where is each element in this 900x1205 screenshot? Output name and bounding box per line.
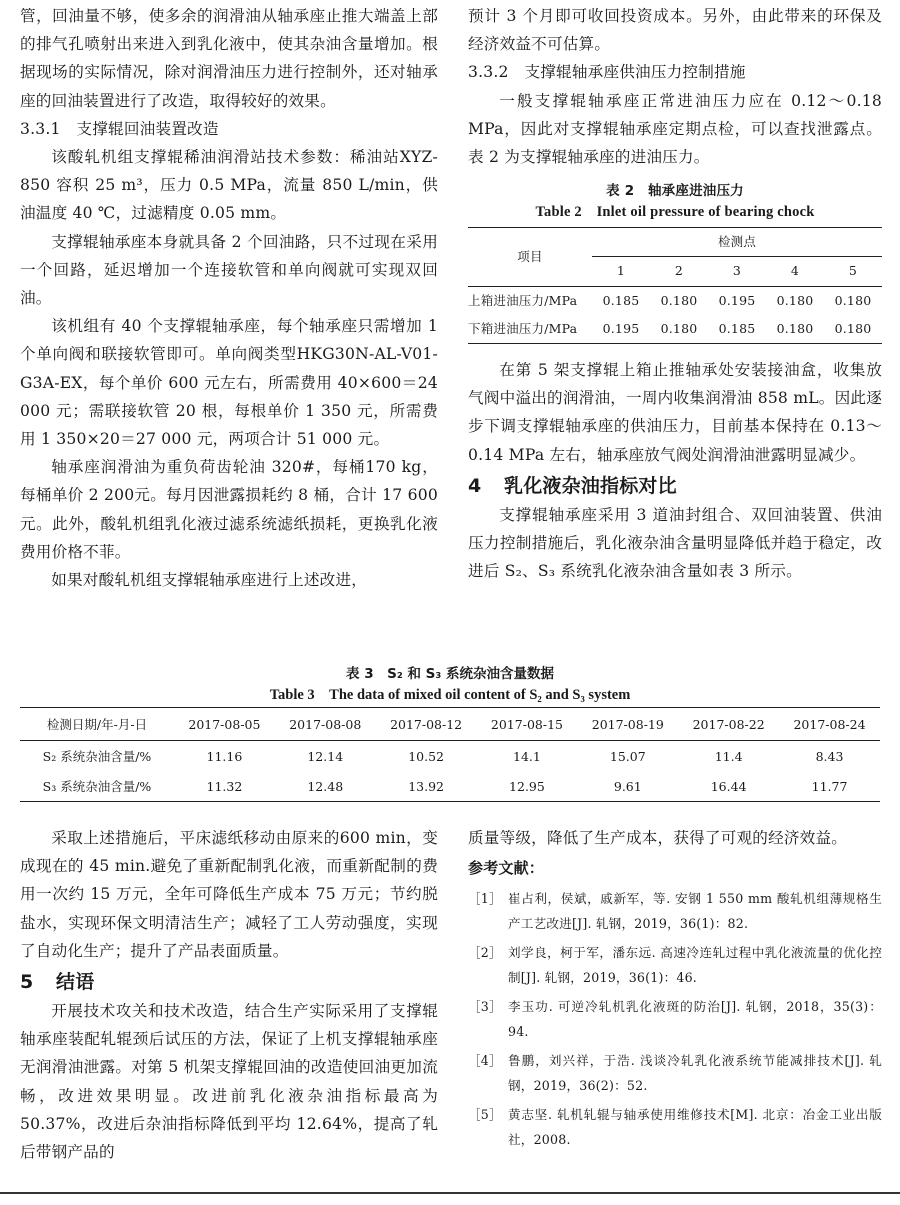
table-2-item-header: 项目 — [468, 228, 592, 286]
table-cell: 11.77 — [779, 771, 880, 802]
reference-number: ［5］ — [468, 1107, 502, 1123]
reference-text: 黄志坚. 轧机轧辊与轴承使用维修技术[M]. 北京：冶金工业出版社，2008. — [508, 1107, 882, 1148]
left-column-top — [20, 2, 438, 594]
paragraph: 如果对酸轧机组支撑辊轴承座进行上述改进， — [51, 571, 368, 590]
table-2-point-header: 4 — [766, 257, 824, 286]
table-cell: 0.180 — [776, 292, 814, 308]
section-number: 5 — [20, 971, 34, 994]
table-2-point-header: 3 — [708, 257, 766, 286]
table-row — [20, 741, 880, 772]
references-list — [468, 886, 882, 1152]
table-3-date-header: 2017-08-19 — [577, 708, 678, 741]
table-cell: 10.52 — [408, 748, 444, 764]
paragraph: 支撑辊轴承座本身就具备 2 个回油路，只不过现在采用一个回路，延迟增加一个连接软管和单向阀就可实现双回油。 — [20, 232, 438, 308]
table-cell: 0.195 — [718, 292, 756, 308]
table-cell: 0.180 — [834, 292, 872, 308]
paragraph: 质量等级，降低了生产成本，获得了可观的经济效益。 — [468, 829, 848, 847]
right-column-top — [468, 2, 882, 585]
paragraph: 开展技术攻关和技术改造，结合生产实际采用了支撑辊轴承座装配轧辊颈后试压的方法，保证了上机支撑辊轴承座无润滑油泄露。对第 5 机架支撑辊回油的改造使回油更加流畅，改进效果明显。改进前乳化液杂油指标最高为 50.37%，改进后杂油指标降低到平均 12.64%，提高了轧后带钢产品的 — [20, 1002, 438, 1162]
table-row — [468, 286, 882, 315]
table-cell: 0.180 — [660, 292, 698, 308]
paragraph: 预计 3 个月即可收回投资成本。另外，由此带来的环保及经济效益不可估算。 — [468, 7, 882, 54]
left-column-bottom — [20, 824, 438, 1166]
table-cell: 12.95 — [477, 771, 578, 802]
table-row — [468, 315, 882, 344]
table-2-group-header: 检测点 — [592, 228, 882, 257]
paragraph: 在第 5 架支撑辊上箱止推轴承处安装接油盒，收集放气阀中溢出的润滑油，一周内收集润滑油 858 mL。因此逐步下调支撑辊轴承座的供油压力，目前基本保持在 0.13～0.14 MPa 左右，轴承座放气阀处润滑油泄露明显减少。 — [468, 361, 882, 464]
section-heading-4 — [468, 471, 882, 501]
section-heading-5 — [20, 967, 438, 997]
table-3-caption-cn: 表 3 S₂ 和 S₃ 系统杂油含量数据 — [346, 666, 554, 682]
table-cell: 0.185 — [602, 292, 640, 308]
table-cell: 15.07 — [609, 748, 646, 764]
table-cell: 11.32 — [174, 771, 275, 802]
paragraph: 轴承座润滑油为重负荷齿轮油 320#，每桶170 kg，每桶单价 2 200元。每月因泄露损耗约 8 桶，合计 17 600 元。此外，酸轧机组乳化液过滤系统滤纸损耗，更换乳化液费用价格不菲。 — [20, 458, 438, 561]
right-column-bottom — [468, 824, 882, 1156]
table-row — [20, 771, 880, 802]
table-cell: 8.43 — [815, 748, 844, 764]
table-3-date-header: 2017-08-08 — [275, 708, 376, 741]
reference-item — [468, 1102, 882, 1152]
reference-text: 鲁鹏，刘兴祥，于浩. 浅谈冷轧乳化液系统节能减排技术[J]. 轧钢，2019，36(2)：52. — [508, 1053, 882, 1094]
table-cell: 0.180 — [650, 315, 708, 344]
table-2-block — [468, 181, 882, 344]
reference-item — [468, 940, 882, 990]
table-2 — [468, 227, 882, 344]
paragraph: 一般支撑辊轴承座正常进油压力应在 0.12～0.18 MPa，因此对支撑辊轴承座定期点检，可以查找泄露点。表 2 为支撑辊轴承座的进油压力。 — [468, 91, 882, 167]
table-2-row-label: 上箱进油压力/MPa — [468, 292, 578, 308]
table-2-caption-cn: 表 2 轴承座进油压力 — [606, 183, 744, 200]
table-cell: 16.44 — [678, 771, 779, 802]
section-number: 4 — [468, 474, 482, 497]
reference-item — [468, 994, 882, 1044]
table-cell: 0.180 — [766, 315, 824, 344]
section-title: 结语 — [56, 971, 95, 994]
table-cell: 0.180 — [824, 315, 882, 344]
table-3-date-header: 2017-08-24 — [779, 708, 880, 741]
table-2-row-label: 下箱进油压力/MPa — [468, 315, 592, 344]
bottom-rule — [0, 1192, 900, 1194]
reference-item — [468, 1048, 882, 1098]
table-cell: 11.4 — [714, 748, 743, 764]
table-cell: 11.16 — [206, 748, 243, 764]
table-cell: 0.185 — [708, 315, 766, 344]
paragraph: 支撑辊轴承座采用 3 道油封组合、双回油装置、供油压力控制措施后，乳化液杂油含量明显降低并趋于稳定，改进后 S₂、S₃ 系统乳化液杂油含量如表 3 所示。 — [468, 505, 882, 581]
table-3-date-header: 2017-08-12 — [376, 708, 477, 741]
table-cell: 12.14 — [307, 748, 344, 764]
table-3-date-header: 2017-08-15 — [477, 708, 578, 741]
reference-number: ［1］ — [468, 891, 502, 907]
reference-text: 刘学良，柯于军，潘东远. 高速冷连轧过程中乳化液流量的优化控制[J]. 轧钢，2019，36(1)：46. — [508, 945, 882, 986]
reference-number: ［3］ — [468, 999, 502, 1015]
table-cell: 0.195 — [592, 315, 650, 344]
table-cell: 12.48 — [275, 771, 376, 802]
table-2-caption-en: Table 2 Inlet oil pressure of bearing chock — [535, 204, 815, 221]
table-2-point-header: 2 — [650, 257, 708, 286]
reference-number: ［2］ — [468, 945, 502, 961]
paragraph: 该酸轧机组支撑辊稀油润滑站技术参数：稀油站XYZ-850 容积 25 m³，压力 0.5 MPa，流量 850 L/min，供油温度 40 ℃，过滤精度 0.05 mm。 — [20, 148, 438, 223]
table-3-date-header: 2017-08-22 — [678, 708, 779, 741]
table-3-row-label: S₂ 系统杂油含量/% — [42, 749, 152, 764]
section-heading-3-3-2: 3.3.2 支撑辊轴承座供油压力控制措施 — [468, 63, 746, 82]
table-3-captions — [0, 664, 900, 706]
reference-text: 李玉功. 可逆冷轧机乳化液斑的防治[J]. 轧钢，2018，35(3)：94. — [508, 999, 882, 1040]
reference-text: 崔占利，侯斌，戚新军，等. 安钢 1 550 mm 酸轧机组薄规格生产工艺改进[J]. 轧钢，2019，36(1)：82. — [508, 891, 882, 932]
table-3-row-label: S₃ 系统杂油含量/% — [20, 771, 174, 802]
table-cell: 13.92 — [376, 771, 477, 802]
reference-number: ［4］ — [468, 1053, 502, 1069]
table-3-caption-en: Table 3 The data of mixed oil content of S₂ and S₃ system — [269, 687, 631, 703]
table-3-header-label: 检测日期/年-月-日 — [20, 708, 174, 741]
section-heading-3-3-1: 3.3.1 支撑辊回油装置改造 — [20, 119, 219, 138]
table-cell: 9.61 — [577, 771, 678, 802]
paragraph: 该机组有 40 个支撑辊轴承座，每个轴承座只需增加 1 个单向阀和联接软管即可。单向阀类型HKG30N-AL-V01-G3A-EX，每个单价 600 元左右，所需费用 40×600＝24 000 元；需联接软管 20 根，每根单价 1 350 元，所需费用 1 350×20＝27 000 元，两项合计 51 000 元。 — [20, 317, 438, 449]
paragraph: 管，回油量不够，使多余的润滑油从轴承座止推大端盖上部的排气孔喷射出来进入到乳化液中，使其杂油含量增加。根据现场的实际情况，除对润滑油压力进行控制外，还对轴承座的回油装置进行了改造，取得较好的效果。 — [20, 7, 438, 110]
reference-item — [468, 886, 882, 936]
table-3 — [20, 707, 880, 802]
table-cell: 14.1 — [513, 748, 541, 764]
references-title: 参考文献： — [468, 859, 545, 878]
table-2-point-header: 5 — [824, 257, 882, 286]
table-2-point-header: 1 — [592, 257, 650, 286]
table-3-date-header: 2017-08-05 — [174, 708, 275, 741]
paragraph: 采取上述措施后，平床滤纸移动由原来的600 min，变成现在的 45 min.避免了重新配制乳化液，而重新配制的费用一次约 15 万元，全年可降低生产成本 75 万元；节约脱盐水，实现环保文明清洁生产；减轻了工人劳动强度，实现了自动化生产；提升了产品表面质量。 — [20, 829, 438, 960]
section-title: 乳化液杂油指标对比 — [504, 474, 677, 497]
